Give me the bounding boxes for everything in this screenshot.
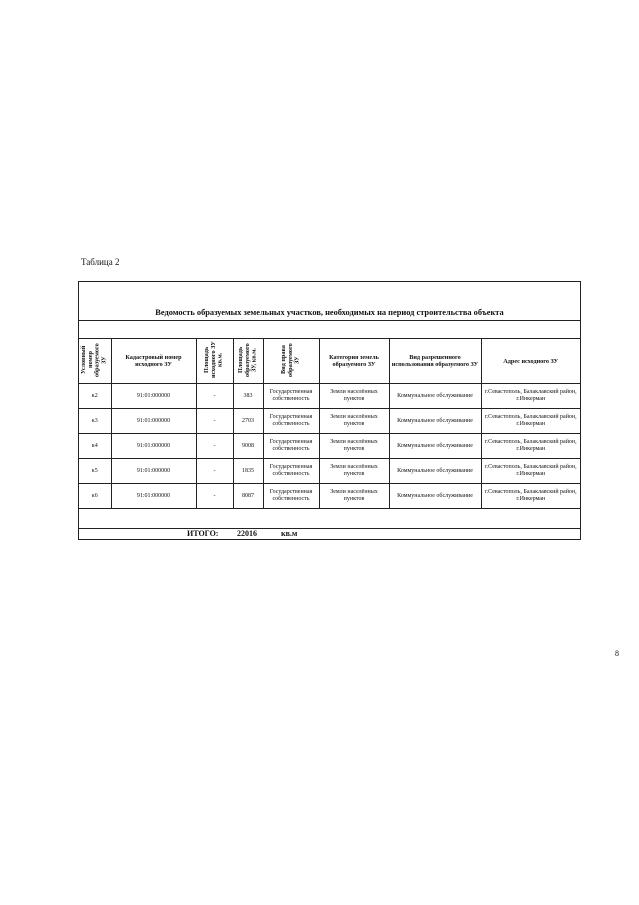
header-address: Адрес исходного ЗУ <box>481 339 580 384</box>
cell-address: г.Севастополь, Балаклавский район, г.Инкерман <box>481 484 580 509</box>
cell-cadastral-number: 91:01:000000 <box>111 409 196 434</box>
cell-plot-id: к6 <box>79 484 111 509</box>
total-label: ИТОГО: <box>187 529 219 538</box>
table-row <box>79 409 580 434</box>
cell-source-area: - <box>196 484 233 509</box>
cell-cadastral-number: 91:01:000000 <box>111 434 196 459</box>
header-land-category: Категория земель образуемого ЗУ <box>319 339 389 384</box>
cell-plot-area: 383 <box>233 384 263 409</box>
land-plots-table-frame <box>78 281 581 540</box>
cell-right-type: Государственная собственность <box>263 384 319 409</box>
cell-permitted-use: Коммунальное обслуживание <box>389 434 481 459</box>
table-title <box>79 282 580 321</box>
table-row <box>79 384 580 409</box>
total-value: 22016 <box>237 529 257 538</box>
table-title-text: Ведомость образуемых земельных участков, необходимых на период строительства объекта <box>155 308 504 317</box>
cell-plot-id: к5 <box>79 459 111 484</box>
cell-plot-id: к4 <box>79 434 111 459</box>
cell-cadastral-number: 91:01:000000 <box>111 384 196 409</box>
table-label: Таблица 2 <box>81 257 120 267</box>
cell-plot-area: 8087 <box>233 484 263 509</box>
header-right-type: Вид права образуемого ЗУ <box>263 339 319 384</box>
cell-address: г.Севастополь, Балаклавский район, г.Инкерман <box>481 384 580 409</box>
header-row <box>79 339 580 384</box>
header-source-area: Площадь исходного ЗУ кв.м. <box>196 339 233 384</box>
cell-source-area: - <box>196 459 233 484</box>
cell-right-type: Государственная собственность <box>263 459 319 484</box>
cell-plot-id: к2 <box>79 384 111 409</box>
blank-row <box>79 321 580 339</box>
cell-permitted-use: Коммунальное обслуживание <box>389 484 481 509</box>
cell-plot-id: к3 <box>79 409 111 434</box>
cell-address: г.Севастополь, Балаклавский район, г.Инкерман <box>481 459 580 484</box>
cell-land-category: Земли населённых пунктов <box>319 434 389 459</box>
page-number: 8 <box>615 649 619 658</box>
table-row <box>79 434 580 459</box>
cell-cadastral-number: 91:01:000000 <box>111 484 196 509</box>
header-plot-area: Площадь образуемого ЗУ, кв.м. <box>233 339 263 384</box>
cell-right-type: Государственная собственность <box>263 484 319 509</box>
cell-plot-area: 1835 <box>233 459 263 484</box>
header-permitted-use: Вид разрешенного использования образуемого ЗУ <box>389 339 481 384</box>
table-row <box>79 459 580 484</box>
cell-right-type: Государственная собственность <box>263 409 319 434</box>
cell-permitted-use: Коммунальное обслуживание <box>389 459 481 484</box>
cell-land-category: Земли населённых пунктов <box>319 409 389 434</box>
header-plot-id: Условный номер образуемого ЗУ <box>79 339 111 384</box>
cell-cadastral-number: 91:01:000000 <box>111 459 196 484</box>
total-row <box>79 528 580 539</box>
cell-plot-area: 9008 <box>233 434 263 459</box>
cell-source-area: - <box>196 409 233 434</box>
cell-address: г.Севастополь, Балаклавский район, г.Инкерман <box>481 434 580 459</box>
cell-source-area: - <box>196 384 233 409</box>
cell-land-category: Земли населённых пунктов <box>319 459 389 484</box>
land-plots-table <box>79 339 580 509</box>
cell-address: г.Севастополь, Балаклавский район, г.Инкерман <box>481 409 580 434</box>
cell-right-type: Государственная собственность <box>263 434 319 459</box>
cell-source-area: - <box>196 434 233 459</box>
total-unit: кв.м <box>281 529 298 538</box>
cell-land-category: Земли населённых пунктов <box>319 484 389 509</box>
cell-permitted-use: Коммунальное обслуживание <box>389 409 481 434</box>
cell-permitted-use: Коммунальное обслуживание <box>389 384 481 409</box>
cell-land-category: Земли населённых пунктов <box>319 384 389 409</box>
header-cadastral-number: Кадастровый номер исходного ЗУ <box>111 339 196 384</box>
cell-plot-area: 2703 <box>233 409 263 434</box>
table-row <box>79 484 580 509</box>
